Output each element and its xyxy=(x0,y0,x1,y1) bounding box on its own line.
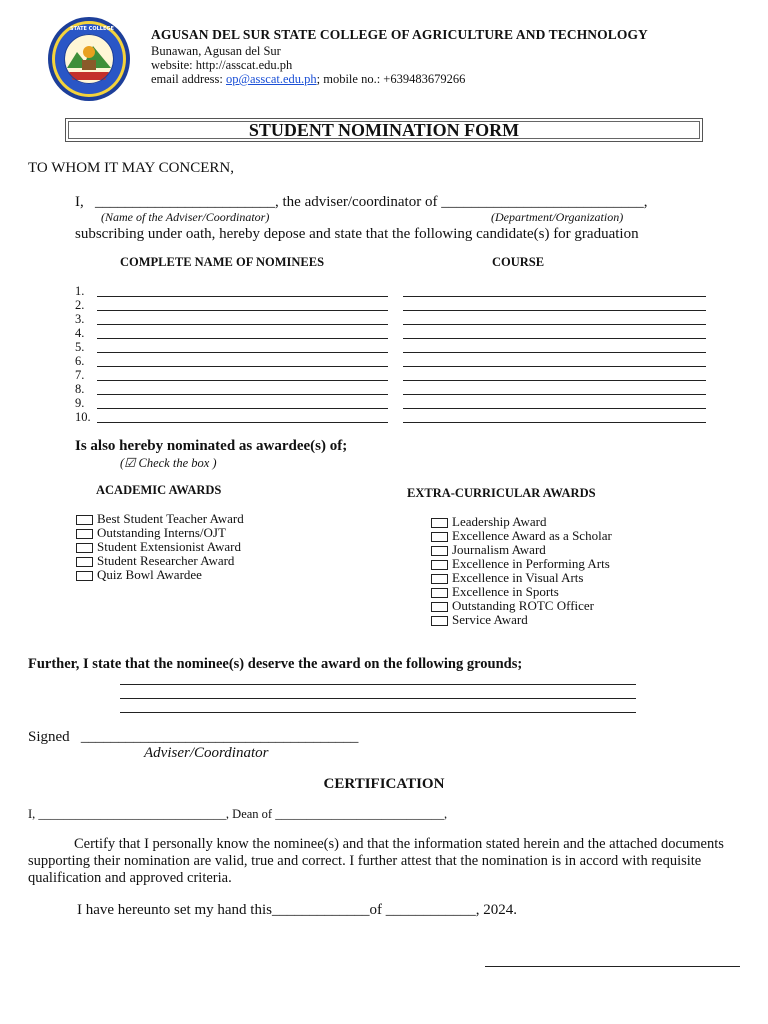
award-checkbox[interactable] xyxy=(431,560,448,570)
award-checkbox[interactable] xyxy=(76,529,93,539)
course-field[interactable] xyxy=(403,352,706,353)
award-checkbox[interactable] xyxy=(76,543,93,553)
course-field[interactable] xyxy=(403,422,706,423)
email-label: email address: xyxy=(151,72,226,86)
award-checkbox[interactable] xyxy=(431,532,448,542)
award-label: Quiz Bowl Awardee xyxy=(97,567,202,582)
nominee-name-header: COMPLETE NAME OF NOMINEES xyxy=(120,255,325,269)
department-caption: (Department/Organization) xyxy=(491,210,624,224)
award-label: Leadership Award xyxy=(452,514,547,529)
nominee-name-field[interactable] xyxy=(97,324,388,325)
signer-role: Adviser/Coordinator xyxy=(144,745,269,761)
award-label: Outstanding Interns/OJT xyxy=(97,525,226,540)
date-line[interactable]: I have hereunto set my hand this_____________of ____________, 2024. xyxy=(77,902,517,918)
academic-awards-header: ACADEMIC AWARDS xyxy=(96,483,222,497)
nominee-row-number: 6. xyxy=(75,354,85,368)
institution-address: Bunawan, Agusan del Sur xyxy=(151,44,281,58)
nominee-row-number: 4. xyxy=(75,326,85,340)
adviser-sentence xyxy=(75,194,647,211)
grounds-line-1[interactable] xyxy=(120,684,636,685)
award-label: Journalism Award xyxy=(452,542,546,557)
award-checkbox[interactable] xyxy=(431,574,448,584)
grounds-line-2[interactable] xyxy=(120,698,636,699)
course-field[interactable] xyxy=(403,380,706,381)
award-label: Outstanding ROTC Officer xyxy=(452,598,595,613)
certification-paragraph: Certify that I personally know the nominee(s) and that the information stated herein and the attached documents supporting their nomination are valid, true and correct. I further attest that the nomination is in accord with requisite qualification and approved criteria. xyxy=(28,836,724,886)
check-note: (☑ Check the box ) xyxy=(120,456,217,470)
signed-label: Signed xyxy=(28,729,70,745)
nominee-name-field[interactable] xyxy=(97,366,388,367)
sentence-start: I, xyxy=(75,194,84,210)
nominee-name-field[interactable] xyxy=(97,310,388,311)
greeting: TO WHOM IT MAY CONCERN, xyxy=(28,160,234,176)
grounds-statement: Further, I state that the nominee(s) deserve the award on the following grounds; xyxy=(28,656,523,672)
award-checkbox[interactable] xyxy=(76,571,93,581)
nominee-row-number: 2. xyxy=(75,298,85,312)
contact-line xyxy=(151,72,465,87)
award-label: Excellence Award as a Scholar xyxy=(452,528,612,543)
extracurricular-awards-header: EXTRA-CURRICULAR AWARDS xyxy=(407,486,596,500)
department-blank[interactable]: ___________________________, xyxy=(441,194,648,210)
award-checkbox[interactable] xyxy=(431,518,448,528)
adviser-caption: (Name of the Adviser/Coordinator) xyxy=(101,210,270,224)
nominee-name-field[interactable] xyxy=(97,352,388,353)
grounds-line-3[interactable] xyxy=(120,712,636,713)
awards-question: Is also hereby nominated as awardee(s) of; xyxy=(75,438,348,454)
award-checkbox[interactable] xyxy=(431,602,448,612)
college-seal-logo xyxy=(47,16,131,102)
nominee-name-field[interactable] xyxy=(97,380,388,381)
nominee-name-field[interactable] xyxy=(97,296,388,297)
nominee-row-number: 3. xyxy=(75,312,85,326)
award-label: Best Student Teacher Award xyxy=(97,511,244,526)
email-link[interactable]: op@asscat.edu.ph xyxy=(225,72,317,86)
nominee-row-number: 9. xyxy=(75,396,85,410)
award-checkbox[interactable] xyxy=(76,557,93,567)
course-field[interactable] xyxy=(403,310,706,311)
award-checkbox[interactable] xyxy=(431,546,448,556)
mobile-number: ; mobile no.: +639483679266 xyxy=(316,72,466,86)
svg-text:STATE COLLEGE: STATE COLLEGE xyxy=(70,26,114,32)
award-label: Service Award xyxy=(452,612,528,627)
oath-statement: subscribing under oath, hereby depose and state that the following candidate(s) for graduation xyxy=(75,226,639,242)
adviser-name-blank[interactable]: ________________________ xyxy=(95,194,275,210)
nominee-row-number: 8. xyxy=(75,382,85,396)
signature-blank[interactable]: _____________________________________ xyxy=(80,729,359,745)
course-header: COURSE xyxy=(492,255,545,269)
award-checkbox[interactable] xyxy=(431,588,448,598)
award-label: Excellence in Performing Arts xyxy=(452,556,610,571)
nominee-row-number: 5. xyxy=(75,340,85,354)
nominee-name-field[interactable] xyxy=(97,422,388,423)
dean-line[interactable]: I, ______________________________, Dean of ___________________________, xyxy=(28,807,448,821)
nominee-row-number: 1. xyxy=(75,284,85,298)
course-field[interactable] xyxy=(403,296,706,297)
certification-title: CERTIFICATION xyxy=(323,776,445,792)
sentence-middle: , the adviser/coordinator of xyxy=(275,194,438,210)
form-title: STUDENT NOMINATION FORM xyxy=(248,120,520,140)
award-checkbox[interactable] xyxy=(431,616,448,626)
award-label: Student Researcher Award xyxy=(97,553,235,568)
award-label: Excellence in Sports xyxy=(452,584,559,599)
award-label: Student Extensionist Award xyxy=(97,539,241,554)
course-field[interactable] xyxy=(403,408,706,409)
nominee-name-field[interactable] xyxy=(97,394,388,395)
course-field[interactable] xyxy=(403,338,706,339)
dean-signature-line[interactable] xyxy=(485,966,740,967)
award-label: Excellence in Visual Arts xyxy=(452,570,584,585)
nominee-name-field[interactable] xyxy=(97,408,388,409)
course-field[interactable] xyxy=(403,324,706,325)
nominee-row-number: 7. xyxy=(75,368,85,382)
nominee-row-number: 10. xyxy=(75,410,91,424)
institution-website: website: http://asscat.edu.ph xyxy=(151,58,293,72)
institution-name: AGUSAN DEL SUR STATE COLLEGE OF AGRICULTURE AND TECHNOLOGY xyxy=(151,27,648,42)
signed-line xyxy=(28,729,358,746)
nominee-name-field[interactable] xyxy=(97,338,388,339)
course-field[interactable] xyxy=(403,394,706,395)
course-field[interactable] xyxy=(403,366,706,367)
award-checkbox[interactable] xyxy=(76,515,93,525)
